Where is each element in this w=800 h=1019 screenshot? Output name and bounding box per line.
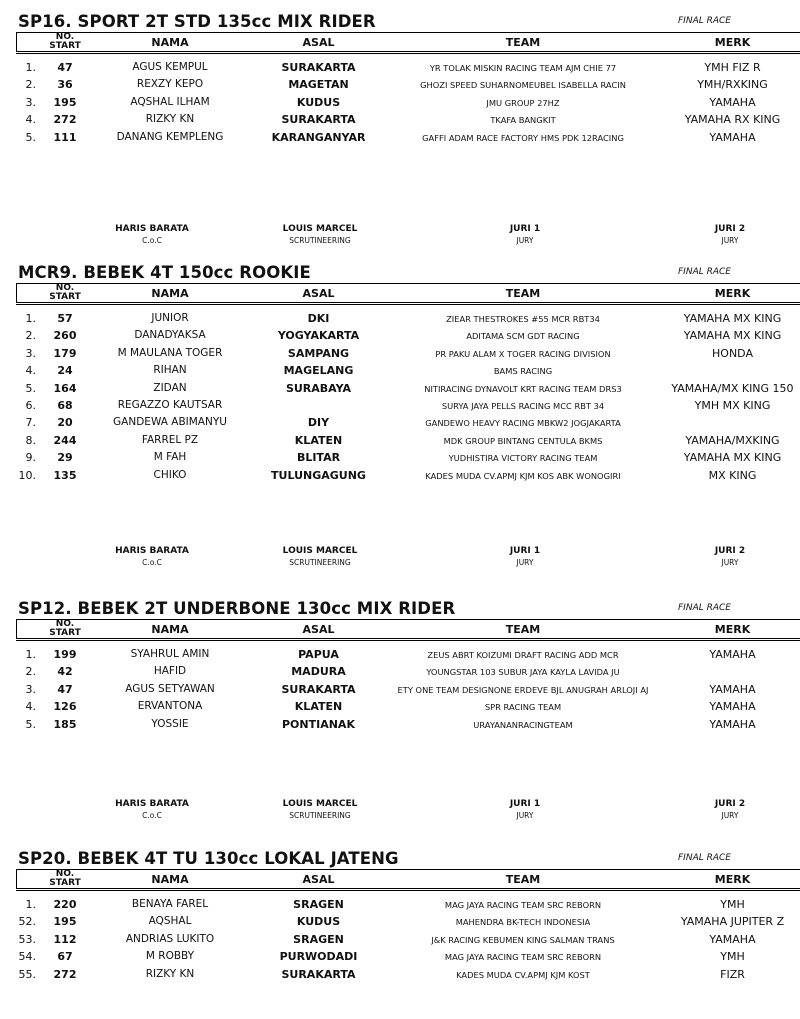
table-row: 2. 36 REXZY KEPO MAGETAN GHOZI SPEED SUHARNOMEUBEL ISABELLA RACIN YMH/RXKING — [25, 78, 768, 92]
table-row: 4. 126 ERVANTONA KLATEN SPR RACING TEAM YAMAHA — [25, 700, 756, 714]
header-no-start: NO. START — [49, 619, 81, 638]
header-nama: NAMA — [151, 873, 189, 886]
table-row: 1. 57 JUNIOR DKI ZIEAR THESTROKES #55 MCR RBT34 YAMAHA MX KING — [25, 312, 782, 325]
results-table — [0, 59, 800, 146]
header-divider — [16, 33, 17, 51]
header-nama: NAMA — [151, 287, 189, 300]
header-nama: NAMA — [151, 36, 189, 49]
header-asal: ASAL — [302, 623, 335, 636]
signature-coc: HARIS BARATA C.o.C — [115, 546, 189, 567]
results-table — [0, 646, 800, 733]
header-nama: NAMA — [151, 623, 189, 636]
final-race-label: FINAL RACE — [678, 267, 731, 277]
table-row: 2. 42 HAFID MADURA YOUNGSTAR 103 SUBUR JAYA KAYLA LAVIDA JU — [25, 665, 620, 679]
results-table — [0, 310, 800, 484]
header-asal: ASAL — [302, 36, 335, 49]
final-race-label: FINAL RACE — [678, 16, 731, 26]
table-row: 1. 220 BENAYA FAREL SRAGEN MAG JAYA RACING TEAM SRC REBORN YMH — [25, 898, 745, 911]
header-no-start: NO. START — [49, 32, 81, 51]
table-header — [16, 32, 800, 54]
header-asal: ASAL — [302, 287, 335, 300]
header-merk: MERK — [714, 623, 751, 636]
signature-jury-1: JURI 1 JURY — [509, 546, 541, 567]
final-race-label: FINAL RACE — [678, 603, 731, 613]
race-title: SP12. BEBEK 2T UNDERBONE 130cc MIX RIDER — [18, 599, 456, 618]
race-title: SP20. BEBEK 4T TU 130cc LOKAL JATENG — [18, 849, 399, 868]
header-divider — [16, 870, 17, 888]
table-row: 8. 244 FARREL PZ KLATEN MDK GROUP BINTANG CENTULA BKMS YAMAHA/MXKING — [25, 433, 780, 447]
signature-scrutineering: LOUIS MARCEL SCRUTINEERING — [282, 224, 358, 245]
header-asal: ASAL — [302, 873, 335, 886]
signature-jury-2: JURI 2 JURY — [714, 799, 746, 820]
header-team: TEAM — [505, 36, 541, 49]
signature-coc: HARIS BARATA C.o.C — [115, 224, 189, 245]
table-row: 5. 164 ZIDAN SURABAYA NITIRACING DYNAVOLT KRT RACING TEAM DRS3 YAMAHA/MX KING 150 — [25, 381, 794, 395]
table-row: 4. 24 RIHAN MAGELANG BAMS RACING — [25, 364, 553, 378]
header-merk: MERK — [714, 873, 751, 886]
signature-jury-1: JURI 1 JURY — [509, 799, 541, 820]
header-team: TEAM — [505, 873, 541, 886]
header-team: TEAM — [505, 287, 541, 300]
table-row: 3. 195 AQSHAL ILHAM KUDUS JMU GROUP 27HZ YAMAHA — [25, 95, 756, 109]
race-title: SP16. SPORT 2T STD 135cc MIX RIDER — [18, 12, 376, 31]
header-merk: MERK — [714, 36, 751, 49]
table-header — [16, 619, 800, 641]
table-row: 5. 185 YOSSIE PONTIANAK URAYANANRACINGTEAM YAMAHA — [25, 717, 756, 731]
table-row: 1. 47 AGUS KEMPUL SURAKARTA YR TOLAK MISKIN RACING TEAM AJM CHIE 77 YMH FIZ R — [25, 61, 761, 74]
table-row: 7. 20 GANDEWA ABIMANYU DIY GANDEWO HEAVY RACING MBKW2 JOGJAKARTA — [25, 416, 621, 430]
signature-scrutineering: LOUIS MARCEL SCRUTINEERING — [282, 799, 358, 820]
header-divider — [16, 620, 17, 638]
signature-coc: HARIS BARATA C.o.C — [115, 799, 189, 820]
table-row: 53. 112 ANDRIAS LUKITO SRAGEN J&K RACING KEBUMEN KING SALMAN TRANS YAMAHA — [18, 932, 756, 946]
race-title: MCR9. BEBEK 4T 150cc ROOKIE — [18, 263, 311, 282]
signature-jury-2: JURI 2 JURY — [714, 546, 746, 567]
table-row: 1. 199 SYAHRUL AMIN PAPUA ZEUS ABRT KOIZUMI DRAFT RACING ADD MCR YAMAHA — [25, 648, 756, 661]
signature-jury-1: JURI 1 JURY — [509, 224, 541, 245]
header-team: TEAM — [505, 623, 541, 636]
final-race-label: FINAL RACE — [678, 853, 731, 863]
table-header — [16, 869, 800, 891]
header-no-start: NO. START — [49, 869, 81, 888]
table-row: 9. 29 M FAH BLITAR YUDHISTIRA VICTORY RACING TEAM YAMAHA MX KING — [25, 451, 782, 465]
header-merk: MERK — [714, 287, 751, 300]
table-row: 2. 260 DANADYAKSA YOGYAKARTA ADITAMA SCM GDT RACING YAMAHA MX KING — [25, 329, 782, 343]
results-table — [0, 896, 800, 983]
table-row: 5. 111 DANANG KEMPLENG KARANGANYAR GAFFI ADAM RACE FACTORY HMS PDK 12RACING YAMAHA — [25, 130, 756, 144]
table-header — [16, 283, 800, 305]
table-row: 6. 68 REGAZZO KAUTSAR SURYA JAYA PELLS RACING MCC RBT 34 YMH MX KING — [25, 398, 771, 412]
table-row: 54. 67 M ROBBY PURWODADI MAG JAYA RACING TEAM SRC REBORN YMH — [18, 950, 745, 964]
signature-scrutineering: LOUIS MARCEL SCRUTINEERING — [282, 546, 358, 567]
table-row: 4. 272 RIZKY KN SURAKARTA TKAFA BANGKIT YAMAHA RX KING — [25, 113, 781, 127]
table-row: 3. 179 M MAULANA TOGER SAMPANG PR PAKU ALAM X TOGER RACING DIVISION HONDA — [25, 346, 753, 360]
table-row: 52. 195 AQSHAL KUDUS MAHENDRA BK-TECH INDONESIA YAMAHA JUPITER Z — [18, 915, 785, 929]
signature-jury-2: JURI 2 JURY — [714, 224, 746, 245]
header-no-start: NO. START — [49, 283, 81, 302]
table-row: 10. 135 CHIKO TULUNGAGUNG KADES MUDA CV.APMJ KJM KOS ABK WONOGIRI MX KING — [18, 468, 757, 482]
table-row: 3. 47 AGUS SETYAWAN SURAKARTA ETY ONE TEAM DESIGNONE ERDEVE BJL ANUGRAH ARLOJI AJ YAMAHA — [25, 682, 756, 696]
header-divider — [16, 284, 17, 302]
table-row: 55. 272 RIZKY KN SURAKARTA KADES MUDA CV.APMJ KJM KOST FIZR — [18, 967, 745, 981]
